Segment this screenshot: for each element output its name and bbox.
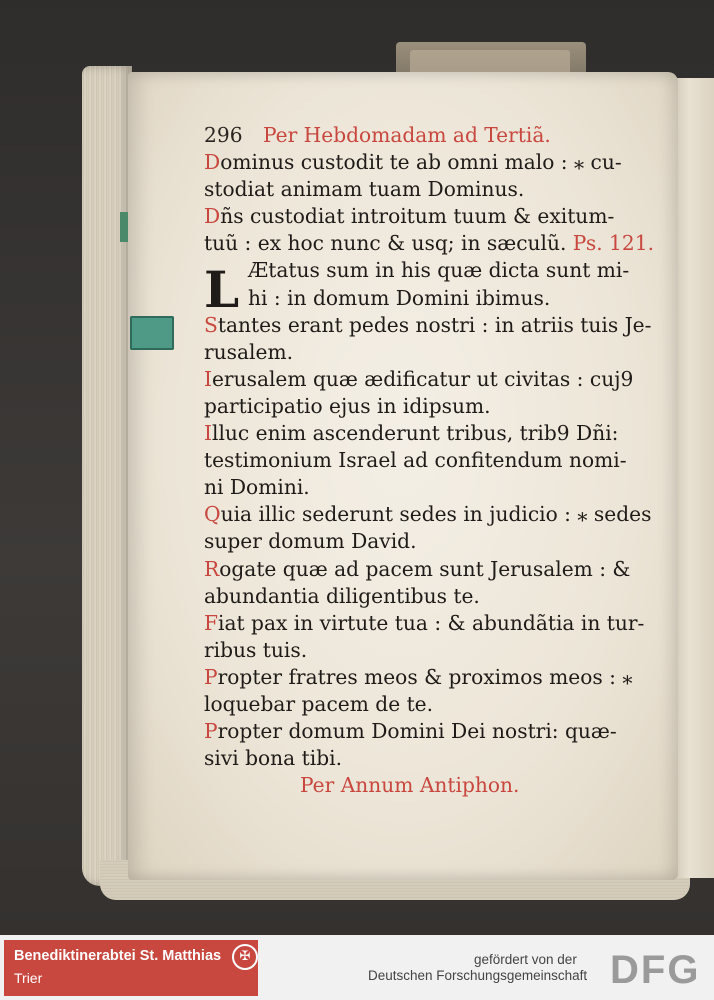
line-text: uia illic sederunt sedes in judicio : ⁎ sedes bbox=[220, 502, 652, 527]
line-text: rusalem. bbox=[204, 339, 294, 364]
line-text: loquebar pacem de te. bbox=[204, 691, 434, 716]
dfg-logo: DFG bbox=[610, 948, 701, 992]
text-line bbox=[204, 583, 664, 610]
text-line bbox=[204, 501, 664, 528]
text-line bbox=[204, 366, 664, 393]
text-line bbox=[204, 393, 664, 420]
rubric-capital: S bbox=[204, 312, 218, 337]
line-text: ropter fratres meos & proximos meos : ⁎ bbox=[217, 664, 633, 689]
line-text: Ætatus sum in his quæ dicta sunt mi- bbox=[248, 258, 630, 283]
page-edges-left bbox=[82, 66, 132, 886]
text-line bbox=[204, 718, 664, 745]
text-line bbox=[204, 420, 664, 447]
text-line bbox=[204, 691, 664, 718]
text-line bbox=[204, 339, 664, 366]
line-text: testimonium Israel ad confitendum nomi- bbox=[204, 448, 627, 473]
rubric-capital: P bbox=[204, 719, 218, 744]
line-text: ropter domum Domini Dei nostri: quæ- bbox=[217, 719, 617, 744]
line-text: stodiat animam tuam Dominus. bbox=[204, 177, 525, 202]
line-text: lluc enim ascenderunt tribus, trib9 Dñi: bbox=[211, 421, 619, 446]
drop-initial: L bbox=[204, 260, 240, 319]
text-lines bbox=[204, 149, 664, 772]
text-line bbox=[204, 637, 664, 664]
header-line bbox=[204, 122, 664, 149]
line-text: participatio ejus in idipsum. bbox=[204, 393, 491, 418]
institution-name: Benediktinerabtei St. Matthias bbox=[14, 948, 222, 964]
text-line bbox=[204, 447, 664, 474]
line-text: ribus tuis. bbox=[204, 637, 308, 662]
facing-page-edge bbox=[672, 78, 714, 878]
line-text: hi : in domum Domini ibimus. bbox=[248, 285, 551, 310]
text-line bbox=[204, 149, 664, 176]
text-line bbox=[204, 230, 664, 257]
rubric-capital: F bbox=[204, 610, 219, 635]
line-text: sivi bona tibi. bbox=[204, 746, 342, 771]
text-line bbox=[204, 664, 664, 691]
line-text: ñs custodiat introitum tuum & exitum- bbox=[220, 204, 615, 229]
text-line bbox=[204, 257, 664, 284]
funding-line-2: Deutschen Forschungsgemeinschaft bbox=[368, 968, 588, 983]
text-line bbox=[204, 176, 664, 203]
antiphon-rubric: Per Annum Antiphon. bbox=[300, 773, 520, 798]
rubric-capital: I bbox=[204, 421, 212, 446]
line-text: ogate quæ ad pacem sunt Jerusalem : & bbox=[219, 556, 631, 581]
line-text: super domum David. bbox=[204, 529, 417, 554]
line-text: ni Domini. bbox=[204, 475, 310, 500]
abbey-logo-icon: ✠ bbox=[232, 944, 258, 970]
line-text: tantes erant pedes nostri : in atriis tuis Je- bbox=[217, 312, 652, 337]
rubric-capital: P bbox=[204, 664, 218, 689]
rubric-capital: R bbox=[204, 556, 220, 581]
line-text: abundantia diligentibus te. bbox=[204, 583, 480, 608]
text-line bbox=[204, 556, 664, 583]
page-number: 296 bbox=[204, 123, 243, 147]
text-line bbox=[204, 528, 664, 555]
ribbon-marker bbox=[120, 212, 128, 242]
line-text: iat pax in virtute tua : & abundãtia in tur- bbox=[218, 610, 645, 635]
text-line bbox=[204, 285, 664, 312]
text-line bbox=[204, 312, 664, 339]
institution-city: Trier bbox=[14, 970, 43, 986]
green-tab-marker bbox=[130, 316, 174, 350]
rubric-capital: I bbox=[204, 366, 212, 391]
page-heading: Per Hebdomadam ad Tertiã. bbox=[262, 123, 551, 147]
text-line bbox=[204, 203, 664, 230]
page-text bbox=[204, 122, 664, 799]
line-text: ominus custodit te ab omni malo : ⁎ cu- bbox=[220, 150, 622, 175]
text-line bbox=[204, 610, 664, 637]
text-line bbox=[204, 745, 664, 772]
line-text: tuũ : ex hoc nunc & usq; in sæculũ. bbox=[204, 231, 567, 256]
text-line bbox=[204, 474, 664, 501]
rubric-capital: D bbox=[204, 204, 221, 229]
rubric-capital: Q bbox=[204, 502, 221, 527]
psalm-reference: Ps. 121. bbox=[566, 231, 654, 256]
funding-line-1: gefördert von der bbox=[474, 952, 577, 967]
rubric-capital: D bbox=[204, 150, 221, 175]
line-text: erusalem quæ ædificatur ut civitas : cuj9 bbox=[211, 366, 634, 391]
